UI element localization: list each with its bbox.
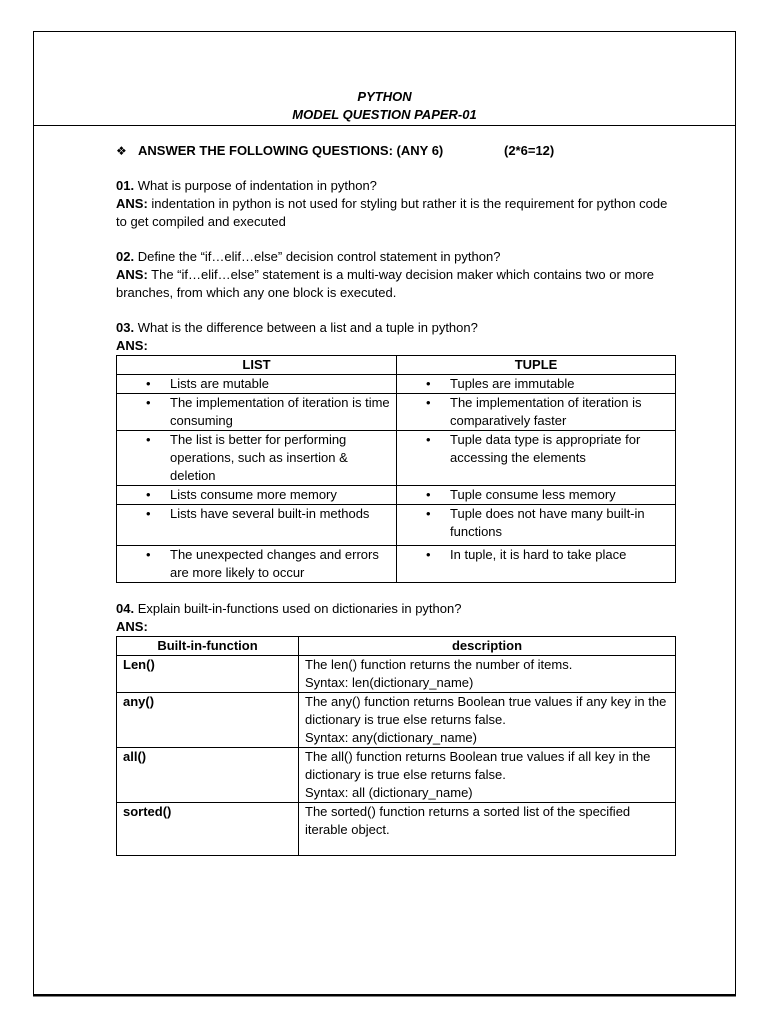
list-cell [117,375,397,394]
tuple-cell [397,375,676,394]
function-name: sorted() [117,803,299,856]
list-cell [117,546,397,583]
cell-text: Tuple data type is appropriate for accessing the elements [450,432,641,465]
question-03 [116,319,676,583]
bullet-icon: • [426,506,431,521]
cell-text: The unexpected changes and errors are more likely to occur [170,547,379,580]
tuple-cell [397,486,676,505]
table-header-row [117,637,676,656]
table-row [117,693,676,748]
description-text: The len() function returns the number of items. [305,657,573,672]
function-description [299,803,676,856]
cell-text: The implementation of iteration is comparatively faster [450,395,642,428]
question-body: What is purpose of indentation in python? [137,178,377,193]
question-text [116,319,676,337]
question-02 [116,248,676,302]
question-body: What is the difference between a list and a tuple in python? [137,320,478,335]
question-number: 03. [116,320,135,335]
bullet-icon: • [146,506,151,521]
bullet-icon: • [426,432,431,447]
table-header-function: Built-in-function [117,637,299,656]
cell-text: Tuples are immutable [450,376,575,391]
bullet-icon: • [426,487,431,502]
instruction-text: ANSWER THE FOLLOWING QUESTIONS: (ANY 6) [138,143,444,158]
question-04 [116,600,676,856]
function-name: Len() [117,656,299,693]
subject-title: PYTHON [357,89,412,104]
table-row [117,748,676,803]
bullet-icon: • [426,376,431,391]
list-cell [117,431,397,486]
table-row [117,394,676,431]
tuple-cell [397,546,676,583]
function-description [299,656,676,693]
cell-text: Lists have several built-in methods [170,506,370,521]
table-row [117,505,676,546]
bullet-icon: • [146,432,151,447]
description-text: The any() function returns Boolean true values if any key in the dictionary is true else returns false. [305,694,667,727]
question-paper-body [116,142,676,856]
diamond-bullet-icon: ❖ [116,144,127,158]
answer-text [116,266,676,302]
instruction-line [116,142,676,160]
question-number: 01. [116,178,135,193]
table-header-list: LIST [117,356,397,375]
cell-text: In tuple, it is hard to take place [450,547,627,562]
answer-label: ANS: [116,338,148,353]
description-text: The sorted() function returns a sorted list of the specified iterable object. [305,804,631,837]
answer-body: indentation in python is not used for styling but rather it is the requirement for python code to get compiled and executed [116,196,668,229]
description-text: The all() function returns Boolean true values if all key in the dictionary is true else returns false. [305,749,651,782]
syntax-text: Syntax: any(dictionary_name) [305,730,477,745]
list-cell [117,486,397,505]
question-text [116,600,676,618]
function-name: any() [117,693,299,748]
table-row [117,656,676,693]
question-text [116,248,676,266]
cell-text: Tuple consume less memory [450,487,616,502]
question-text [116,177,676,195]
question-body: Explain built-in-functions used on dictionaries in python? [137,601,462,616]
answer-text [116,195,676,231]
table-row [117,431,676,486]
bullet-icon: • [426,395,431,410]
answer-body: The “if…elif…else” statement is a multi-way decision maker which contains two or more branches, from which any one block is executed. [116,267,655,300]
cell-text: Tuple does not have many built-in functions [450,506,645,539]
tuple-cell [397,394,676,431]
cell-text: Lists are mutable [170,376,269,391]
list-cell [117,505,397,546]
cell-text: The list is better for performing operations, such as insertion & deletion [170,432,348,483]
function-description [299,693,676,748]
tuple-cell [397,431,676,486]
tuple-cell [397,505,676,546]
instruction-marks: (2*6=12) [504,143,555,158]
list-cell [117,394,397,431]
table-header-tuple: TUPLE [397,356,676,375]
question-01 [116,177,676,231]
bullet-icon: • [146,395,151,410]
cell-text: Lists consume more memory [170,487,337,502]
answer-label: ANS: [116,619,148,634]
question-number: 04. [116,601,135,616]
function-description [299,748,676,803]
table-row [117,375,676,394]
bullet-icon: • [146,376,151,391]
table-row [117,546,676,583]
syntax-text: Syntax: len(dictionary_name) [305,675,474,690]
paper-title: MODEL QUESTION PAPER-01 [292,107,477,122]
question-number: 02. [116,249,135,264]
table-header-row [117,356,676,375]
question-body: Define the “if…elif…else” decision control statement in python? [137,249,501,264]
table-row [117,803,676,856]
list-vs-tuple-table [116,355,676,583]
bullet-icon: • [146,547,151,562]
bullet-icon: • [146,487,151,502]
dictionary-functions-table [116,636,676,856]
table-row [117,486,676,505]
cell-text: The implementation of iteration is time consuming [170,395,390,428]
syntax-text: Syntax: all (dictionary_name) [305,785,473,800]
header-divider [33,125,736,126]
answer-label: ANS: [116,267,148,282]
table-header-description: description [299,637,676,656]
bullet-icon: • [426,547,431,562]
function-name: all() [117,748,299,803]
answer-label: ANS: [116,196,148,211]
